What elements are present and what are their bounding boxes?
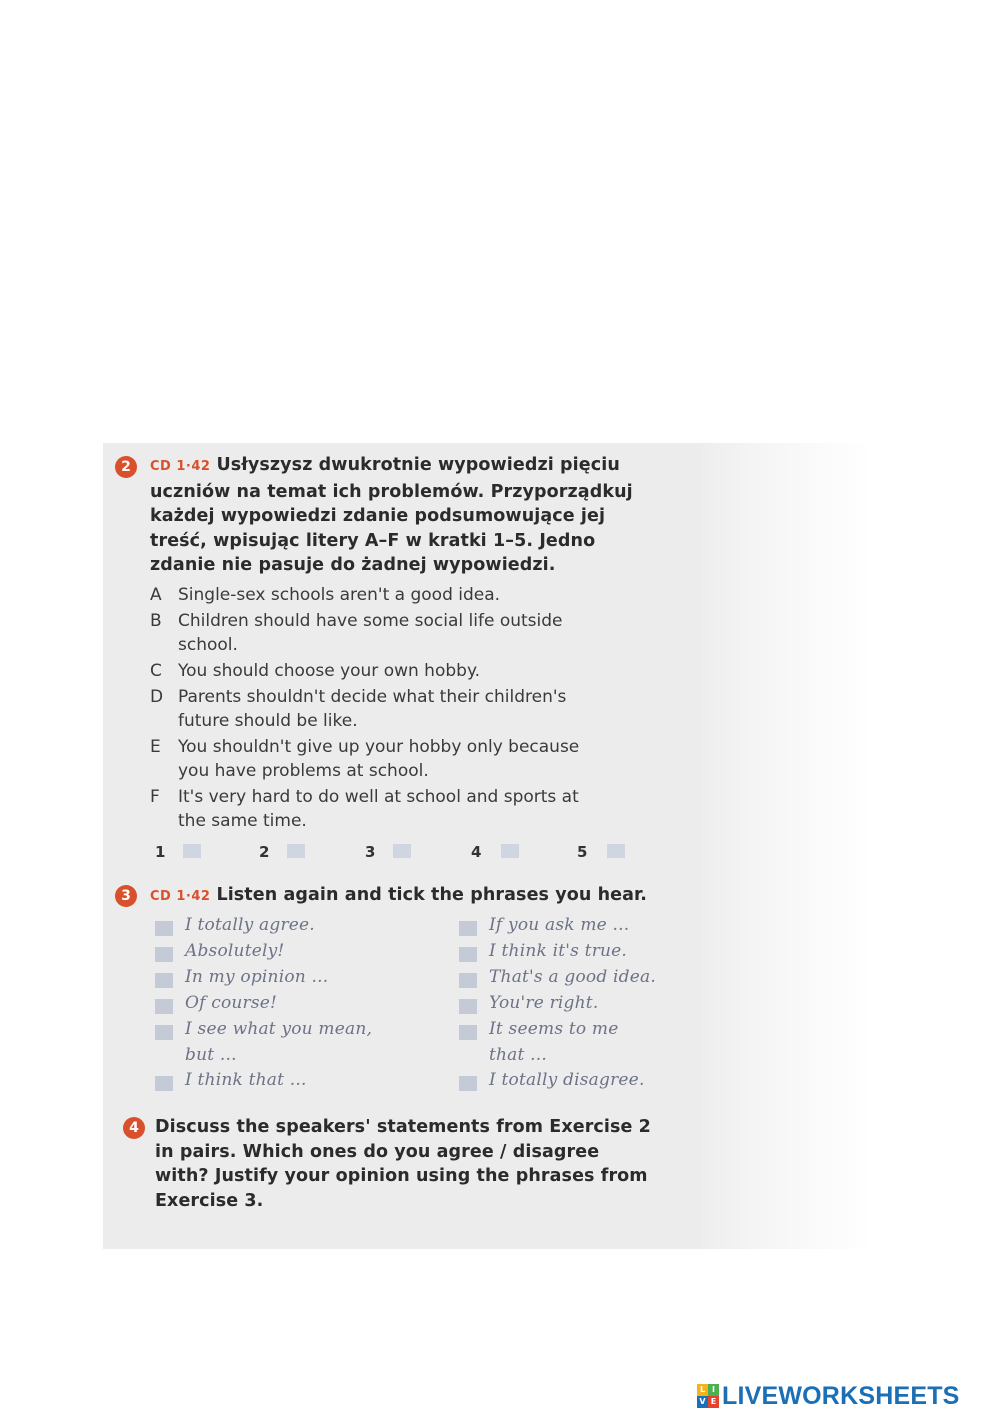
- phrase-left-4: Of course!: [185, 993, 278, 1013]
- exercise-2-line-1: CD 1·42 Usłyszysz dwukrotnie wypowiedzi pięciu: [150, 455, 620, 475]
- answer-box-2[interactable]: [287, 844, 305, 858]
- phrase-left-2: Absolutely!: [185, 941, 285, 961]
- answer-box-1[interactable]: [183, 844, 201, 858]
- tick-box[interactable]: [459, 947, 477, 962]
- answer-number: 2: [259, 843, 270, 861]
- option-text: future should be like.: [178, 711, 358, 732]
- option-letter: D: [150, 687, 164, 707]
- exercise-2-number: 2: [115, 456, 137, 478]
- option-text: Single-sex schools aren't a good idea.: [178, 585, 501, 605]
- exercise-4-instruction: Discuss the speakers' statements from Exercise 2 in pairs. Which ones do you agree / disagree with? Justify your opinion using the phrases from Exercise 3.: [155, 1117, 651, 1211]
- tick-box[interactable]: [155, 973, 173, 988]
- exercise-2-line-3: każdej wypowiedzi zdanie podsumowujące jej: [150, 506, 606, 527]
- liveworksheets-logo-text: LIVEWORKSHEETS: [722, 1381, 960, 1410]
- option-letter: A: [150, 585, 162, 605]
- tick-box[interactable]: [459, 973, 477, 988]
- liveworksheets-logo: [697, 1380, 960, 1412]
- answer-number: 3: [365, 843, 376, 861]
- tick-box[interactable]: [155, 999, 173, 1014]
- phrase-left-3: In my opinion ...: [185, 967, 329, 987]
- phrase-left-6: I think that ...: [185, 1070, 307, 1090]
- worksheet-scan: [103, 443, 703, 1249]
- phrase-right-2: I think it's true.: [489, 941, 628, 961]
- answer-number: 5: [577, 843, 588, 861]
- phrase-right-6: I totally disagree.: [489, 1070, 645, 1090]
- tick-box[interactable]: [459, 999, 477, 1014]
- option-text: Parents shouldn't decide what their children's: [178, 687, 567, 707]
- option-text: the same time.: [178, 811, 307, 832]
- option-letter: E: [150, 737, 161, 757]
- answer-box-3[interactable]: [393, 844, 411, 858]
- tick-box[interactable]: [459, 921, 477, 936]
- answer-box-5[interactable]: [607, 844, 625, 858]
- phrase-right-4: You're right.: [489, 993, 599, 1013]
- tick-box[interactable]: [459, 1076, 477, 1091]
- option-letter: F: [150, 787, 160, 807]
- cd-track-label: CD 1·42: [150, 459, 211, 474]
- exercise-2-instruction: [150, 453, 633, 578]
- phrase-left-1: I totally agree.: [185, 915, 315, 935]
- phrase-left-5: I see what you mean, but ...: [185, 1019, 373, 1065]
- option-letter: C: [150, 661, 162, 681]
- exercise-3-instruction: CD 1·42 Listen again and tick the phrases you hear.: [150, 885, 648, 905]
- tick-box[interactable]: [459, 1025, 477, 1040]
- tick-box[interactable]: [155, 947, 173, 962]
- exercise-4-number: 4: [123, 1117, 145, 1139]
- answer-number: 1: [155, 843, 166, 861]
- tick-box[interactable]: [155, 921, 173, 936]
- option-text: It's very hard to do well at school and sports at: [178, 787, 579, 807]
- option-text: school.: [178, 635, 238, 656]
- answer-number: 4: [471, 843, 482, 861]
- answer-box-4[interactable]: [501, 844, 519, 858]
- phrase-right-1: If you ask me ...: [489, 915, 630, 935]
- cd-track-label: CD 1·42: [150, 889, 211, 904]
- phrase-right-3: That's a good idea.: [489, 967, 656, 987]
- option-text: You should choose your own hobby.: [178, 661, 480, 681]
- option-text: you have problems at school.: [178, 761, 429, 782]
- option-text: You shouldn't give up your hobby only because: [178, 737, 580, 757]
- liveworksheets-logo-icon: L I V E: [697, 1384, 719, 1408]
- tick-box[interactable]: [155, 1076, 173, 1091]
- option-letter: B: [150, 611, 162, 631]
- tick-box[interactable]: [155, 1025, 173, 1040]
- exercise-2-line-2: uczniów na temat ich problemów. Przyporządkuj: [150, 481, 633, 502]
- exercise-3-number: 3: [115, 885, 137, 907]
- scan-edge: [703, 443, 873, 1249]
- phrase-right-5: It seems to me that ...: [489, 1019, 619, 1065]
- option-text: Children should have some social life outside: [178, 611, 563, 631]
- exercise-2-line-5: zdanie nie pasuje do żadnej wypowiedzi.: [150, 555, 556, 576]
- exercise-2-line-4: treść, wpisując litery A–F w kratki 1–5. Jedno: [150, 530, 596, 551]
